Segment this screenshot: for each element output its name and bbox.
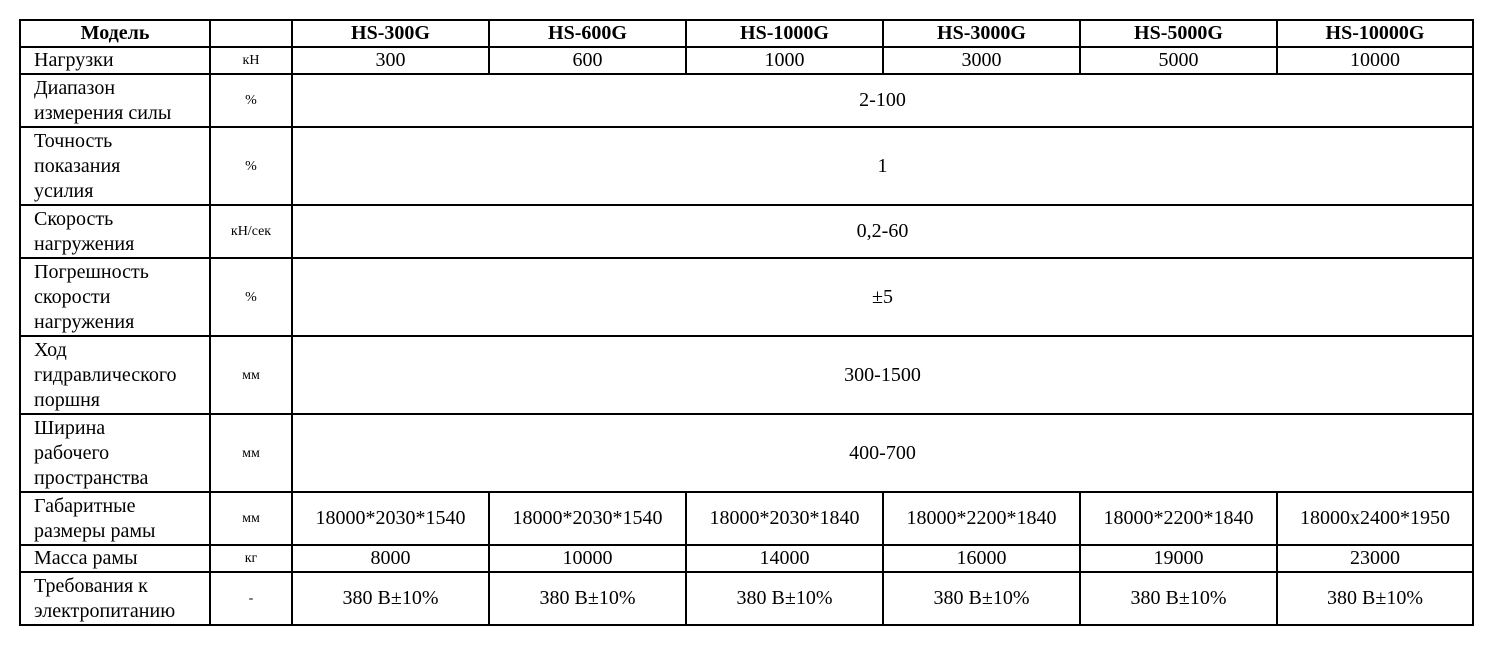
row-unit: -: [210, 572, 292, 625]
model-header-cell: HS-3000G: [883, 20, 1080, 47]
model-header-cell: HS-600G: [489, 20, 686, 47]
row-label: Масса рамы: [20, 545, 210, 572]
table-row: [20, 414, 1473, 492]
row-unit: мм: [210, 336, 292, 414]
header-label-cell: Модель: [20, 20, 210, 47]
row-label: [20, 414, 210, 492]
value-cell: 18000*2030*1840: [686, 492, 883, 545]
row-label-line: Диапазон: [34, 76, 116, 99]
row-label-line: Требования к: [34, 574, 148, 597]
spec-table: [19, 19, 1474, 626]
row-label-line: рабочего: [34, 441, 110, 464]
table-row: [20, 74, 1473, 127]
row-label: [20, 572, 210, 625]
table-row: [20, 545, 1473, 572]
row-unit: мм: [210, 492, 292, 545]
row-label-line: Габаритные: [34, 494, 136, 517]
row-label-line: Ход: [34, 338, 67, 361]
row-label-line: поршня: [34, 388, 101, 411]
table-row: [20, 205, 1473, 258]
row-unit: %: [210, 74, 292, 127]
row-label-line: пространства: [34, 466, 149, 489]
value-cell: 18000*2200*1840: [1080, 492, 1277, 545]
row-unit: кН: [210, 47, 292, 74]
row-unit: %: [210, 258, 292, 336]
value-cell: 16000: [883, 545, 1080, 572]
value-cell: 18000*2200*1840: [883, 492, 1080, 545]
row-unit: кН/сек: [210, 205, 292, 258]
row-label-line: Погрешность: [34, 260, 149, 283]
table-row: [20, 492, 1473, 545]
merged-value-cell: 1: [292, 127, 1473, 205]
row-label: [20, 492, 210, 545]
value-cell: 300: [292, 47, 489, 74]
value-cell: 380 В±10%: [883, 572, 1080, 625]
merged-value-cell: 0,2-60: [292, 205, 1473, 258]
value-cell: 3000: [883, 47, 1080, 74]
row-label: Нагрузки: [20, 47, 210, 74]
row-label: [20, 336, 210, 414]
value-cell: 380 В±10%: [489, 572, 686, 625]
row-label: [20, 74, 210, 127]
row-label-line: нагружения: [34, 232, 135, 255]
merged-value-cell: 300-1500: [292, 336, 1473, 414]
header-unit-cell: [210, 20, 292, 47]
merged-value-cell: 2-100: [292, 74, 1473, 127]
row-label-line: показания: [34, 154, 121, 177]
row-unit: мм: [210, 414, 292, 492]
row-unit: %: [210, 127, 292, 205]
row-label-line: электропитанию: [34, 599, 176, 622]
value-cell: 380 В±10%: [1277, 572, 1473, 625]
value-cell: 19000: [1080, 545, 1277, 572]
row-label-line: Скорость: [34, 207, 114, 230]
value-cell: 380 В±10%: [1080, 572, 1277, 625]
row-label: [20, 127, 210, 205]
table-row: [20, 572, 1473, 625]
value-cell: 18000*2030*1540: [489, 492, 686, 545]
table-row: [20, 336, 1473, 414]
row-label-line: нагружения: [34, 310, 135, 333]
value-cell: 600: [489, 47, 686, 74]
merged-value-cell: ±5: [292, 258, 1473, 336]
table-row: [20, 127, 1473, 205]
model-header-cell: HS-10000G: [1277, 20, 1473, 47]
row-label-line: гидравлического: [34, 363, 177, 386]
merged-value-cell: 400-700: [292, 414, 1473, 492]
model-header-cell: HS-5000G: [1080, 20, 1277, 47]
value-cell: 1000: [686, 47, 883, 74]
row-label-line: измерения силы: [34, 101, 172, 124]
row-label-line: усилия: [34, 179, 94, 202]
row-unit: кг: [210, 545, 292, 572]
value-cell: 14000: [686, 545, 883, 572]
row-label-line: скорости: [34, 285, 111, 308]
value-cell: 10000: [1277, 47, 1473, 74]
value-cell: 380 В±10%: [686, 572, 883, 625]
row-label: [20, 258, 210, 336]
header-row: [20, 20, 1473, 47]
value-cell: 380 В±10%: [292, 572, 489, 625]
row-label-line: размеры рамы: [34, 519, 156, 542]
model-header-cell: HS-300G: [292, 20, 489, 47]
table-row: [20, 47, 1473, 74]
value-cell: 10000: [489, 545, 686, 572]
value-cell: 18000*2030*1540: [292, 492, 489, 545]
value-cell: 18000x2400*1950: [1277, 492, 1473, 545]
row-label-line: Ширина: [34, 416, 106, 439]
model-header-cell: HS-1000G: [686, 20, 883, 47]
row-label-line: Точность: [34, 129, 113, 152]
value-cell: 8000: [292, 545, 489, 572]
value-cell: 5000: [1080, 47, 1277, 74]
row-label: [20, 205, 210, 258]
table-row: [20, 258, 1473, 336]
value-cell: 23000: [1277, 545, 1473, 572]
